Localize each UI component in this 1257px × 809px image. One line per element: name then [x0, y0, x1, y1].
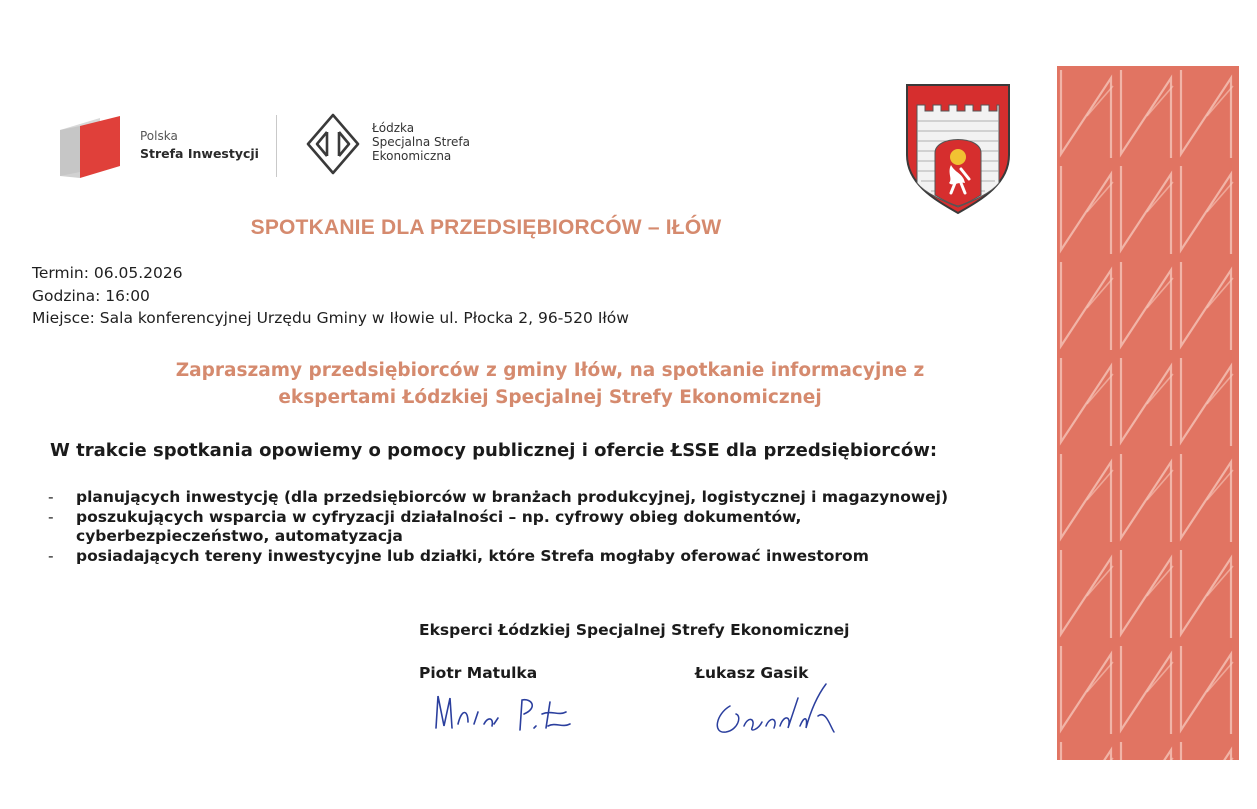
invitation-line-1: Zapraszamy przedsiębiorców z gminy Iłów, na spotkanie informacyjne z [175, 360, 925, 381]
topics-lead: W trakcie spotkania opowiemy o pomocy publicznej i ofercie ŁSSE dla przedsiębiorców: [50, 440, 938, 461]
meeting-time: Godzina: 16:00 [32, 286, 150, 305]
meeting-date: Termin: 06.05.2026 [32, 264, 183, 282]
signature-1-icon [428, 688, 588, 738]
meeting-details [32, 262, 629, 330]
psi-logo-line2: Strefa Inwestycji [140, 146, 259, 161]
list-item [48, 508, 1066, 547]
lsse-logo-line1: Łódzka [372, 121, 415, 135]
signatory-name-1: Piotr Matulka [419, 664, 538, 682]
signatory-name-2: Łukasz Gasik [695, 664, 809, 682]
psi-logo-line1: Polska [140, 129, 178, 143]
bullet-marker: - [48, 507, 54, 526]
lsse-logo-line3: Ekonomiczna [372, 149, 452, 163]
list-item-text: poszukujących wsparcia w cyfryzacji działalności – np. cyfrowy obieg dokumentów, cyberbezpieczeństwo, automatyzacja [76, 507, 802, 545]
invitation-line-2: ekspertami Łódzkiej Specjalnej Strefy Ekonomicznej [278, 387, 822, 408]
coat-of-arms-icon [903, 83, 1013, 215]
list-item-text: planujących inwestycję (dla przedsiębiorców w branżach produkcyjnej, logistycznej i magazynowej) [76, 488, 949, 506]
psi-logo [58, 110, 278, 185]
decorative-stripe [1057, 66, 1239, 760]
signature-2-icon [708, 676, 858, 746]
meeting-place: Miejsce: Sala konferencyjnej Urzędu Gminy w Iłowie ul. Płocka 2, 96-520 Iłów [32, 309, 629, 327]
lsse-logo-mark-icon [305, 112, 361, 178]
experts-heading: Eksperci Łódzkiej Specjalnej Strefy Ekonomicznej [419, 621, 850, 639]
lsse-logo [305, 112, 525, 182]
invitation-text [40, 357, 1060, 411]
logo-divider [276, 115, 277, 177]
bullet-marker: - [48, 546, 54, 565]
bullet-marker: - [48, 488, 54, 506]
lsse-logo-line2: Specjalna Strefa [372, 135, 470, 149]
page-title: SPOTKANIE DLA PRZEDSIĘBIORCÓW – IŁÓW [250, 216, 722, 239]
list-item-text: posiadających tereny inwestycyjne lub działki, które Strefa mogłaby oferować inwestorom [76, 546, 869, 565]
list-item [48, 547, 1066, 567]
list-item [48, 488, 1066, 508]
topics-list [48, 488, 1066, 566]
psi-logo-mark-icon [58, 116, 128, 182]
